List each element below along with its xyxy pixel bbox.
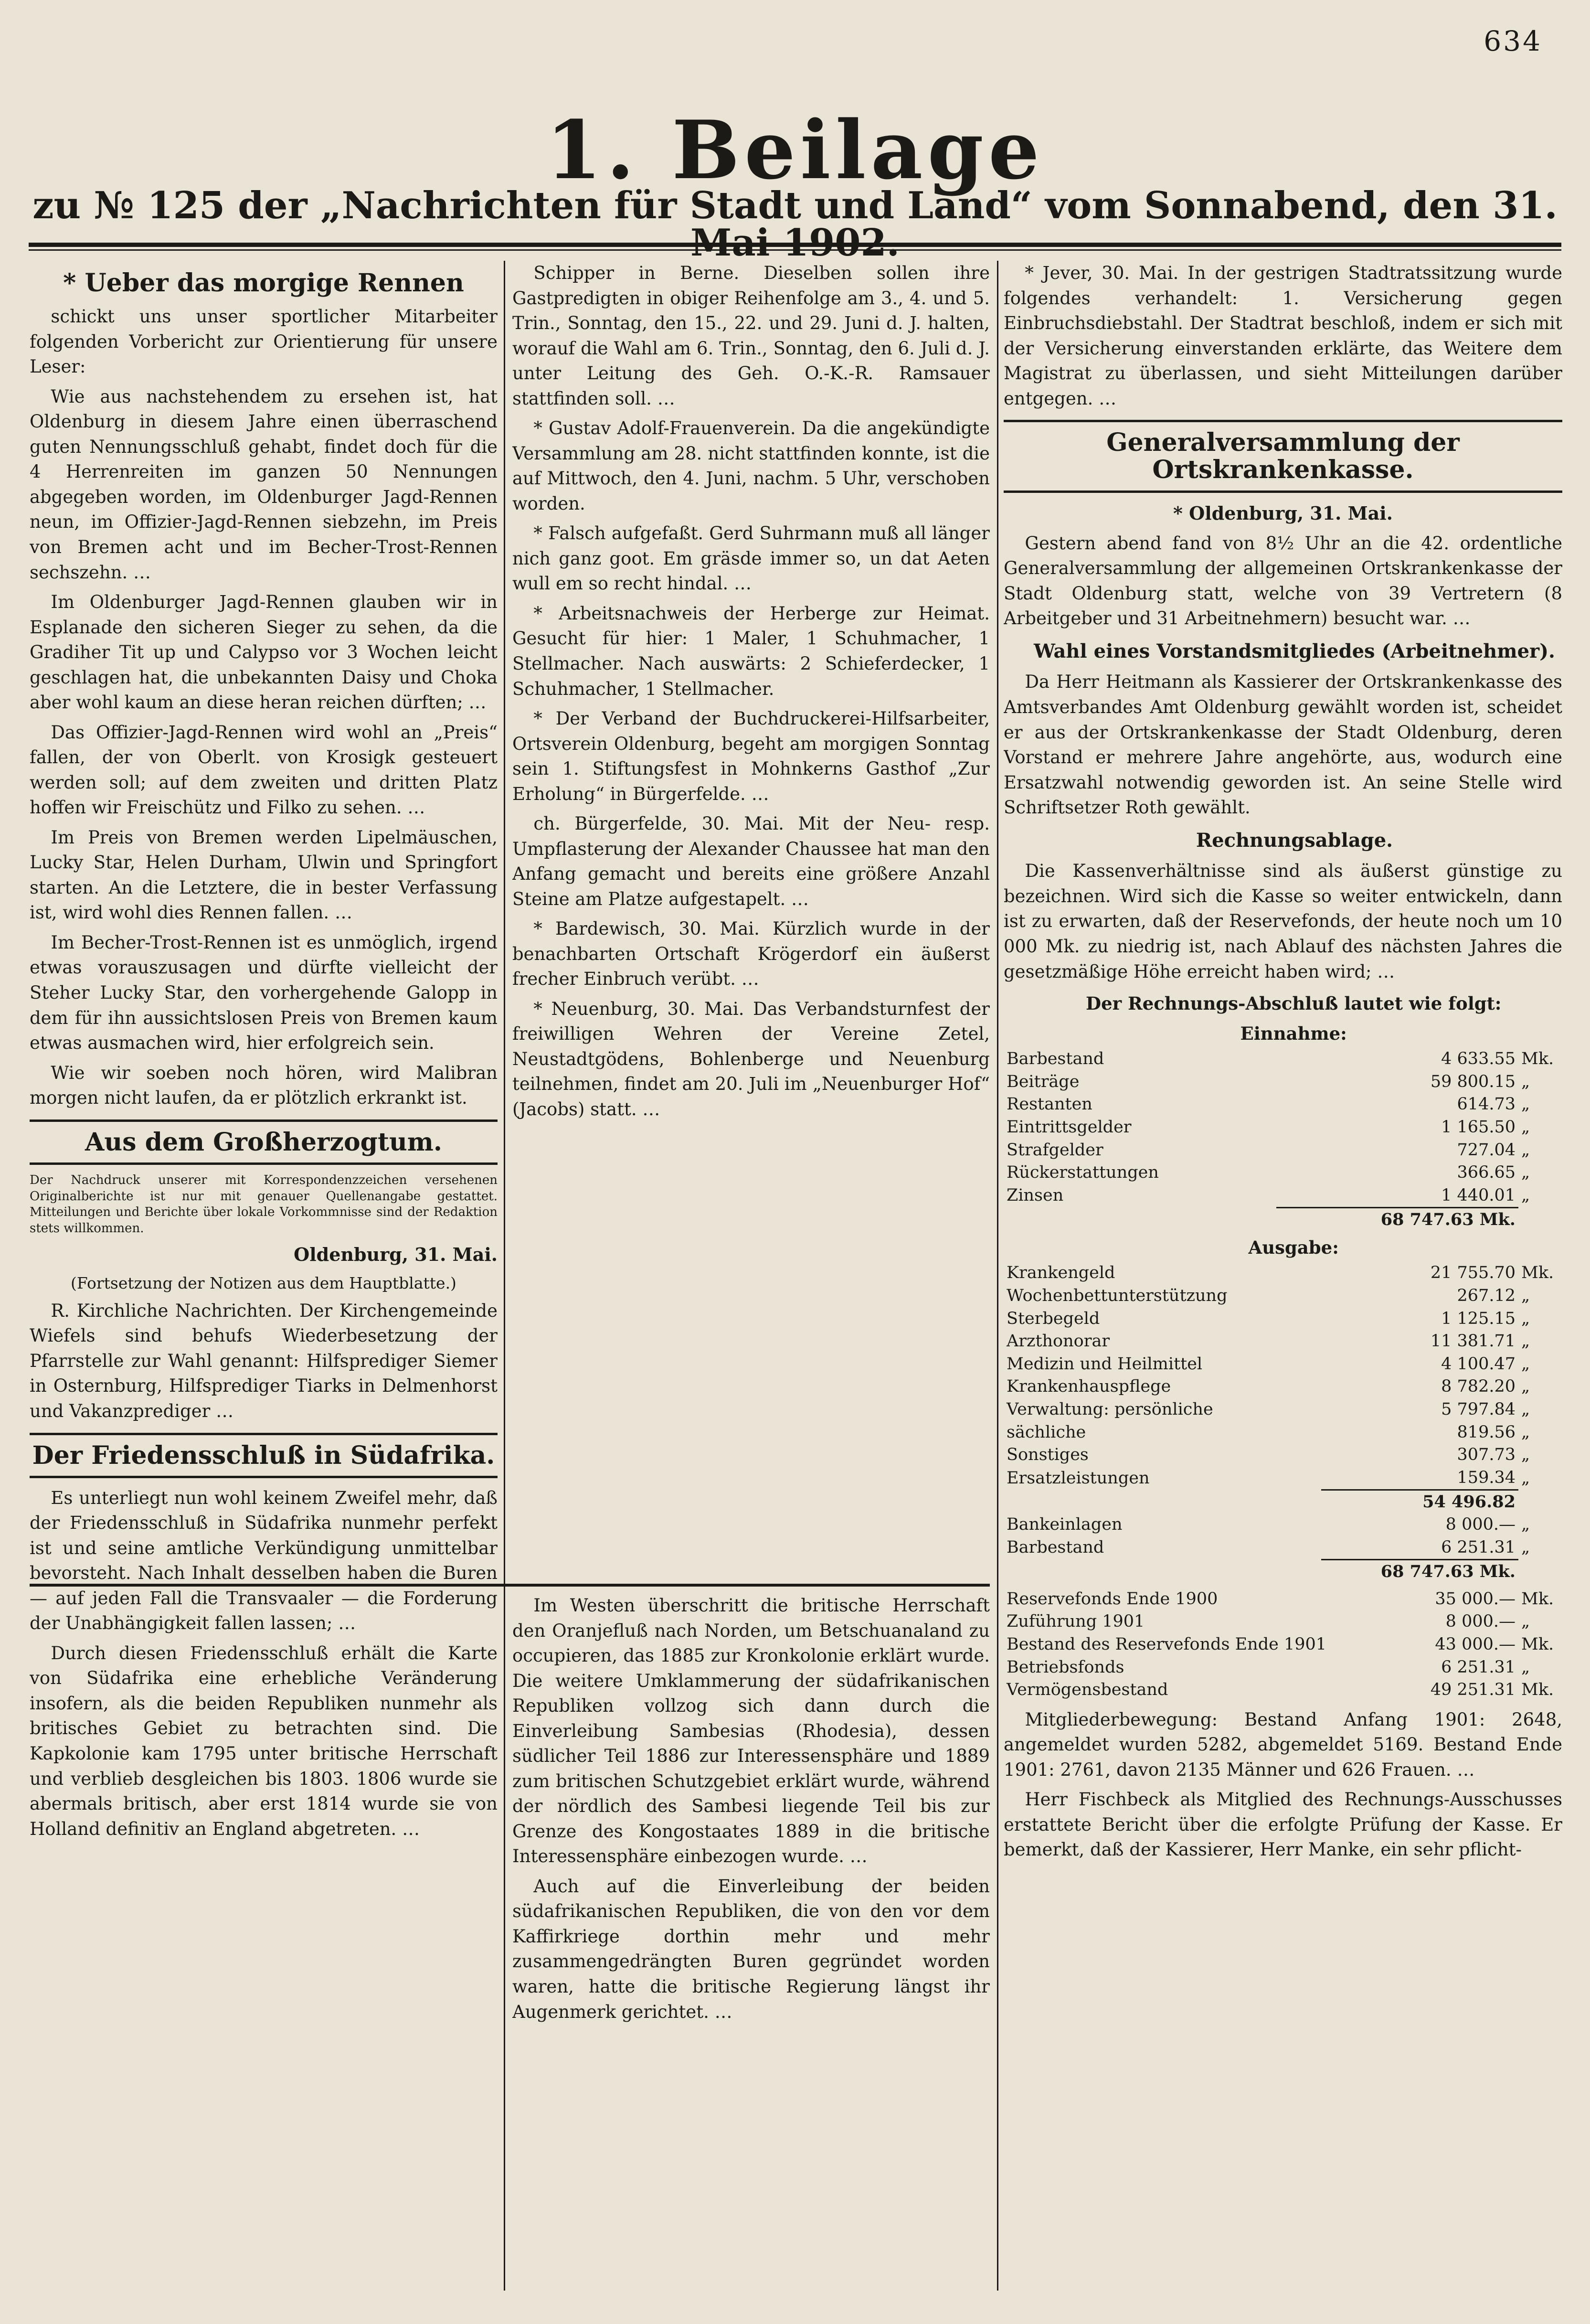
- income-heading: Einnahme:: [1240, 1023, 1347, 1044]
- article-title-friedensschluss: Der Friedensschluß in Südafrika.: [30, 1433, 498, 1478]
- continuation-note: (Fortsetzung der Notizen aus dem Hauptblatte.): [71, 1273, 456, 1292]
- account-label: sächliche: [1007, 1422, 1086, 1442]
- account-row: [1004, 1514, 1562, 1536]
- account-value: 49 251.31: [1430, 1680, 1516, 1700]
- account-value: 8 000.—: [1445, 1514, 1516, 1534]
- article-paragraph: Herr Fischbeck als Mitglied des Rechnungs-Ausschusses erstattete Bericht über die erfolgte Prüfung der Kasse. Er bemerkt, daß der Kassierer, Herr Manke, ein sehr pflicht-: [1004, 1789, 1562, 1860]
- account-row: [1004, 1116, 1562, 1139]
- account-row: [1004, 1048, 1562, 1071]
- account-value: 59 800.15: [1430, 1072, 1516, 1091]
- account-row: [1004, 1139, 1562, 1162]
- article-paragraph: Im Preis von Bremen werden Lipelmäuschen, Lucky Star, Helen Durham, Ulwin und Springfort starten. An die Letztere, die in bester Verfassung ist, wird wohl dies Rennen fallen. …: [30, 827, 498, 923]
- dateline: Oldenburg, 31. Mai.: [294, 1244, 498, 1266]
- article-paragraph: Die Kassenverhältnisse sind als äußerst günstige zu bezeichnen. Wird sich die Kasse so weiter entwickeln, dann ist zu erwarten, daß der Reservefonds, der heute noch um 10 000 Mk. zu niedrig ist, nach Ablauf des nächsten Jahres die gesetzmäßige Höhe erreicht haben wird; …: [1004, 861, 1562, 982]
- account-row: [1004, 1656, 1562, 1679]
- account-unit: „: [1521, 1468, 1530, 1488]
- account-value: 8 000.—: [1445, 1612, 1516, 1631]
- account-unit: „: [1521, 1286, 1530, 1306]
- article-paragraph: Es unterliegt nun wohl keinem Zweifel mehr, daß der Friedensschluß in Südafrika nunmehr perfekt ist und seine amtliche Verkündigung unmittelbar bevorsteht. Nach Inhalt desselben haben die Buren — auf jeden Fall die Transvaaler — die Forderung der Unabhängigkeit fallen lassen; …: [30, 1487, 498, 1634]
- account-label: Beiträge: [1007, 1072, 1080, 1091]
- account-row: [1004, 1353, 1562, 1376]
- article-paragraph: * Neuenburg, 30. Mai. Das Verbandsturnfest der freiwilligen Wehren der Vereine Zetel, Neustadtgödens, Bohlenberge und Neuenburg teilnehmen, findet am 20. Juli im „Neuenburger Hof“ (Jacobs) statt. …: [512, 998, 990, 1119]
- account-value: 43 000.—: [1435, 1634, 1516, 1654]
- subheading-wahl: Wahl eines Vorstandsmitgliedes (Arbeitnehmer).: [1034, 640, 1555, 662]
- account-unit: „: [1521, 1514, 1530, 1534]
- account-label: Sonstiges: [1007, 1445, 1089, 1465]
- article-paragraph: Im Oldenburger Jagd-Rennen glauben wir in Esplanade den sicheren Sieger zu sehen, da die Gradiher Tit up und Calypso vor 3 Wochen leicht geschlagen hat, die unbekannten Daisy und Choka aber wohl kaum an diese heran reichen dürften; …: [30, 592, 498, 713]
- accounts-intro: Der Rechnungs-Abschluß lautet wie folgt:: [1085, 993, 1502, 1014]
- article-paragraph: Im Becher-Trost-Rennen ist es unmöglich, irgend etwas vorauszusagen und dürfte vielleicht der Steher Lucky Star, den vorhergehende Galopp in dem für ihn aussichtslosen Preis von Bremen kaum etwas ausmachen wird, hier erfolgreich sein.: [30, 932, 498, 1054]
- account-unit: „: [1521, 1399, 1530, 1419]
- account-unit: „: [1521, 1072, 1530, 1091]
- article-paragraph: Durch diesen Friedensschluß erhält die Karte von Südafrika eine erhebliche Veränderung insofern, als die beiden Republiken nunmehr als britisches Gebiet zu betrachten sind. Die Kapkolonie kam 1795 unter britische Herrschaft und verblieb desgleichen bis 1803. 1806 wurde sie abermals britisch, aber erst 1814 wurde sie von Holland definitiv an England abgetreten. …: [30, 1642, 498, 1839]
- article-paragraph: * Der Verband der Buchdruckerei-Hilfsarbeiter, Ortsverein Oldenburg, begeht am morgigen Sonntag sein 1. Stiftungsfest in Mohnkerns Gasthof „Zur Erholung“ in Bürgerfelde. …: [512, 708, 990, 804]
- account-unit: „: [1521, 1332, 1530, 1351]
- article-title-rennen: * Ueber das morgige Rennen: [63, 268, 464, 298]
- account-value: 6 251.31: [1441, 1657, 1516, 1677]
- account-row: [1004, 1162, 1562, 1184]
- account-row: [1004, 1588, 1562, 1611]
- account-row: [1004, 1308, 1562, 1331]
- account-value: 4 633.55: [1441, 1049, 1516, 1069]
- supplement-title: 1. Beilage: [546, 103, 1044, 197]
- account-label: Krankengeld: [1007, 1263, 1115, 1283]
- article-paragraph: Gestern abend fand von 8½ Uhr an die 42. ordentliche Generalversammlung der allgemeinen Ortskrankenkasse der Stadt Oldenburg statt, welche von 39 Vertretern (8 Arbeitgeber und 31 Arbeitnehmern) besucht war. …: [1004, 533, 1562, 629]
- reserve-table: [1004, 1588, 1562, 1702]
- account-value: 11 381.71: [1430, 1332, 1516, 1351]
- account-label: Restanten: [1007, 1095, 1092, 1114]
- account-unit: „: [1521, 1422, 1530, 1442]
- income-total: 68 747.63 Mk.: [1276, 1208, 1518, 1231]
- account-unit: „: [1521, 1538, 1530, 1557]
- account-label: Medizin und Heilmittel: [1007, 1354, 1203, 1374]
- account-unit: „: [1521, 1117, 1530, 1137]
- account-label: Bankeinlagen: [1007, 1514, 1123, 1534]
- account-row: [1004, 1071, 1562, 1094]
- article-paragraph: * Bardewisch, 30. Mai. Kürzlich wurde in der benachbarten Ortschaft Krögerdorf ein äußerst frecher Einbruch verübt. …: [512, 918, 990, 990]
- account-row: [1004, 1262, 1562, 1285]
- account-value: 366.65: [1457, 1163, 1516, 1183]
- account-unit: „: [1521, 1445, 1530, 1465]
- account-unit: „: [1521, 1163, 1530, 1183]
- account-value: 5 797.84: [1441, 1399, 1516, 1419]
- account-label: Barbestand: [1007, 1049, 1104, 1069]
- account-row: [1004, 1444, 1562, 1467]
- account-value: 4 100.47: [1441, 1354, 1516, 1374]
- account-label: Strafgelder: [1007, 1140, 1103, 1160]
- column-divider: [997, 261, 998, 2291]
- column-divider: [504, 261, 505, 2291]
- account-value: 21 755.70: [1430, 1263, 1516, 1283]
- account-row: [1004, 1093, 1562, 1116]
- subheading-rechnungsablage: Rechnungsablage.: [1196, 829, 1393, 852]
- article-paragraph: ch. Bürgerfelde, 30. Mai. Mit der Neu- resp. Umpflasterung der Alexander Chaussee hat man den Anfang gemacht und bereits eine größere Anzahl Steine am Platze aufgestapelt. …: [512, 813, 990, 909]
- account-value: 819.56: [1457, 1422, 1516, 1442]
- header-rule-thin: [29, 249, 1561, 251]
- account-row: [1004, 1610, 1562, 1633]
- account-row: [1004, 1467, 1562, 1490]
- article-paragraph: Da Herr Heitmann als Kassierer der Ortskrankenkasse des Amtsverbandes Amt Oldenburg gewählt worden ist, scheidet er aus der Ortskrankenkasse der Stadt Oldenburg, deren Vorstand er mehrere Jahre angehörte, aus, wodurch eine Ersatzwahl notwendig geworden ist. An seine Stelle wird Schriftsetzer Roth gewählt.: [1004, 672, 1562, 818]
- account-value: 727.04: [1457, 1140, 1516, 1160]
- section-title-grossherzogtum: Aus dem Großherzogtum.: [30, 1119, 498, 1165]
- account-unit: Mk.: [1521, 1680, 1554, 1700]
- income-table: [1004, 1048, 1562, 1231]
- article-paragraph: * Arbeitsnachweis der Herberge zur Heimat. Gesucht für hier: 1 Maler, 1 Schuhmacher, 1 Stellmacher. Nach auswärts: 2 Schieferdecker, 1 Schuhmacher, 1 Stellmacher.: [512, 603, 990, 699]
- account-row: [1004, 1375, 1562, 1398]
- article-paragraph: Wie aus nachstehendem zu ersehen ist, hat Oldenburg in diesem Jahre einen überraschend guten Nennungsschluß gehabt, findet doch für die 4 Herrenreiten im ganzen 50 Nennungen abgegeben worden, im Oldenburger Jagd-Rennen neun, im Offizier-Jagd-Rennen siebzehn, im Preis von Bremen acht und im Becher-Trost-Rennen sechszehn. …: [30, 386, 498, 583]
- account-label: Eintrittsgelder: [1007, 1117, 1132, 1137]
- account-row: [1004, 1421, 1562, 1444]
- supplement-subtitle: zu № 125 der „Nachrichten für Stadt und Land“ vom Sonnabend, den 31. Mai 1902.: [32, 184, 1558, 265]
- account-row: [1004, 1184, 1562, 1208]
- account-value: 8 782.20: [1441, 1377, 1516, 1397]
- account-unit: „: [1521, 1186, 1530, 1205]
- account-label: Wochenbettunterstützung: [1007, 1286, 1228, 1306]
- account-unit: „: [1521, 1612, 1530, 1631]
- column-middle-lower: [512, 1593, 990, 2281]
- article-title-generalversammlung: Generalversammlung der Ortskrankenkasse.: [1004, 420, 1562, 492]
- article-paragraph: * Gustav Adolf-Frauenverein. Da die angekündigte Versammlung am 28. nicht stattfinden konnte, ist die auf Mittwoch, den 4. Juni, nachm. 5 Uhr, verschoben worden.: [512, 418, 990, 514]
- account-label: Bestand des Reservefonds Ende 1901: [1007, 1634, 1327, 1654]
- account-value: 6 251.31: [1441, 1537, 1516, 1557]
- account-unit: „: [1521, 1377, 1530, 1397]
- account-label: Barbestand: [1007, 1538, 1104, 1557]
- account-row: [1004, 1330, 1562, 1353]
- expense-subtotal: 54 496.82: [1321, 1490, 1518, 1514]
- account-unit: „: [1521, 1309, 1530, 1328]
- header-rule: [29, 243, 1561, 247]
- account-unit: Mk.: [1521, 1263, 1554, 1283]
- account-value: 1 165.50: [1441, 1117, 1516, 1137]
- article-paragraph: Wie wir soeben noch hören, wird Malibran morgen nicht laufen, da er plötzlich erkrankt ist.: [30, 1062, 498, 1109]
- column-right: [1004, 261, 1562, 2291]
- account-unit: „: [1521, 1140, 1530, 1160]
- reprint-note: Der Nachdruck unserer mit Korrespondenzzeichen versehenen Originalberichte ist nur mit genauer Quellenangabe gestattet. Mitteilungen und Berichte über lokale Vorkommnisse sind der Redaktion stets willkommen.: [30, 1173, 498, 1236]
- section-rule: [30, 1584, 990, 1587]
- account-label: Zinsen: [1007, 1186, 1064, 1205]
- column-middle: [512, 261, 990, 1584]
- page-number: 634: [1484, 25, 1542, 57]
- account-unit: Mk.: [1521, 1589, 1554, 1609]
- account-value: 307.73: [1457, 1445, 1516, 1465]
- account-label: Sterbegeld: [1007, 1309, 1100, 1328]
- account-value: 1 440.01: [1441, 1185, 1516, 1205]
- account-label: Verwaltung: persönliche: [1007, 1399, 1213, 1419]
- expense-total: 68 747.63 Mk.: [1321, 1560, 1518, 1583]
- account-label: Krankenhauspflege: [1007, 1377, 1171, 1397]
- account-unit: „: [1521, 1095, 1530, 1114]
- article-paragraph: R. Kirchliche Nachrichten. Der Kirchengemeinde Wiefels sind behufs Wiederbesetzung der Pfarrstelle zur Wahl genannt: Hilfsprediger Siemer in Osternburg, Hilfsprediger Tiarks in Delmenhorst und Vakanzprediger …: [30, 1300, 498, 1421]
- account-unit: Mk.: [1521, 1049, 1554, 1069]
- article-paragraph: Auch auf die Einverleibung der beiden südafrikanischen Republiken, die von den vor dem Kaffirkriege dorthin mehr und mehr zusammengedrängten Buren gegründet worden waren, hatte die britische Regierung längst ihr Augenmerk gerichtet. …: [512, 1876, 990, 2022]
- account-row: [1004, 1536, 1562, 1560]
- account-row: [1004, 1285, 1562, 1308]
- account-label: Zuführung 1901: [1007, 1612, 1145, 1631]
- article-paragraph: Das Offizier-Jagd-Rennen wird wohl an „Preis“ fallen, der von Oberlt. von Krosigk gesteuert werden soll; auf dem zweiten und dritten Platz hoffen wir Freischütz und Filko zu sehen. …: [30, 722, 498, 818]
- account-unit: „: [1521, 1354, 1530, 1374]
- account-row: [1004, 1633, 1562, 1656]
- account-label: Reservefonds Ende 1900: [1007, 1589, 1218, 1609]
- account-unit: „: [1521, 1657, 1530, 1677]
- article-paragraph: * Jever, 30. Mai. In der gestrigen Stadtratssitzung wurde folgendes verhandelt: 1. Versicherung gegen Einbruchsdiebstahl. Der Stadtrat beschloß, indem er sich mit der Versicherung einverstanden erklärte, das Weitere dem Magistrat zu überlassen, und sieht Mitteilungen darüber entgegen. …: [1004, 263, 1562, 409]
- expense-table: [1004, 1262, 1562, 1583]
- column-left: [30, 261, 498, 2291]
- expense-heading: Ausgabe:: [1248, 1237, 1339, 1258]
- account-label: Rückerstattungen: [1007, 1163, 1159, 1183]
- account-label: Arzthonorar: [1007, 1332, 1110, 1351]
- account-unit: Mk.: [1521, 1634, 1554, 1654]
- article-paragraph: Im Westen überschritt die britische Herrschaft den Oranjefluß nach Norden, um Betschuanaland zu occupieren, das 1885 zur Kronkolonie erklärt wurde. Die weitere Umklammerung der südafrikanischen Republiken vollzog sich dann durch die Einverleibung Sambesias (Rhodesia), dessen südlicher Teil 1886 zur Interessensphäre und 1889 zum britischen Schutzgebiet erklärt wurde, während der nördlich des Sambesi liegende Teil bis zur Grenze des Kongostaates 1889 in die britische Interessensphäre einbezogen wurde. …: [512, 1595, 990, 1867]
- account-value: 35 000.—: [1435, 1589, 1516, 1609]
- account-row: [1004, 1679, 1562, 1702]
- account-label: Betriebsfonds: [1007, 1657, 1124, 1677]
- account-label: Ersatzleistungen: [1007, 1468, 1150, 1488]
- account-value: 1 125.15: [1441, 1309, 1516, 1328]
- account-row: [1004, 1398, 1562, 1421]
- account-value: 159.34: [1457, 1468, 1516, 1487]
- article-paragraph: * Falsch aufgefaßt. Gerd Suhrmann muß all länger nich ganz goot. Em gräsde immer so, un dat Aeten wull em so recht hindal. …: [512, 523, 990, 594]
- account-value: 614.73: [1457, 1095, 1516, 1114]
- account-value: 267.12: [1457, 1286, 1516, 1306]
- dateline: * Oldenburg, 31. Mai.: [1173, 502, 1393, 524]
- account-label: Vermögensbestand: [1007, 1680, 1168, 1700]
- article-paragraph: Schipper in Berne. Dieselben sollen ihre Gastpredigten in obiger Reihenfolge am 3., 4. und 5. Trin., Sonntag, den 15., 22. und 29. Juni d. J. halten, worauf die Wahl am 6. Trin., Sonntag, den 6. Juli d. J. unter Leitung des Geh. O.-K.-R. Ramsauer stattfinden soll. …: [512, 263, 990, 409]
- article-paragraph: schickt uns unser sportlicher Mitarbeiter folgenden Vorbericht zur Orientierung für unsere Leser:: [30, 306, 498, 377]
- article-paragraph: Mitgliederbewegung: Bestand Anfang 1901: 2648, angemeldet wurden 5282, abgemeldet 5169. Bestand Ende 1901: 2761, davon 2135 Männer und 626 Frauen. …: [1004, 1709, 1562, 1780]
